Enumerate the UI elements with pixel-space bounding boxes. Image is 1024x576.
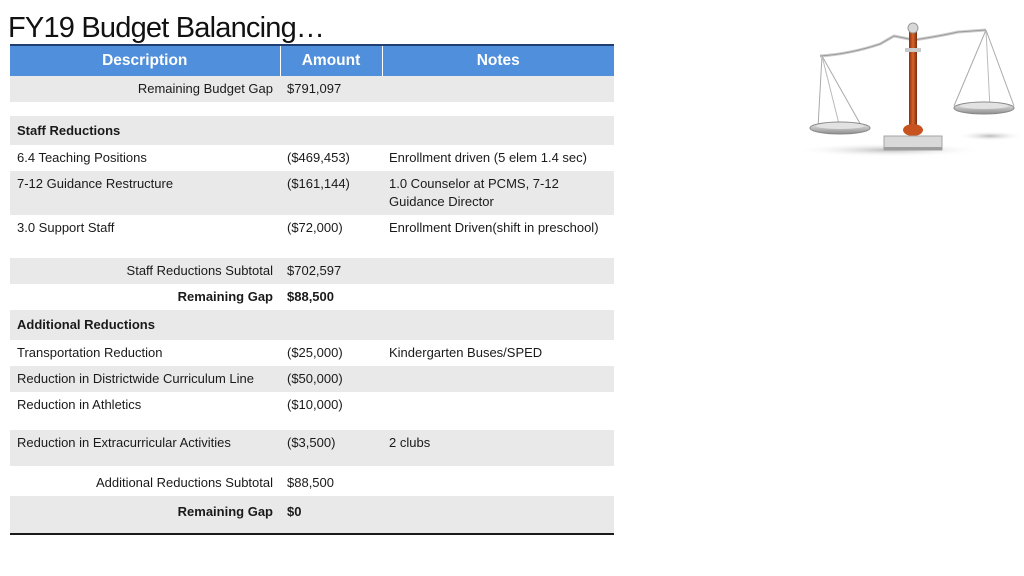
row-notes (382, 392, 614, 430)
row-description: 7-12 Guidance Restructure (17, 176, 174, 191)
header-amount: Amount (280, 45, 382, 76)
row-description: 3.0 Support Staff (17, 220, 115, 235)
remaining-budget-gap-row (10, 76, 614, 102)
table-row (10, 392, 614, 430)
header-description: Description (10, 45, 280, 76)
row-amount: ($25,000) (287, 345, 343, 360)
row-description: Reduction in Districtwide Curriculum Line (17, 371, 254, 386)
remaining-budget-gap-amount: $791,097 (287, 81, 342, 96)
staff-subtotal-label: Staff Reductions Subtotal (126, 263, 273, 278)
balance-scale-icon (790, 14, 1024, 160)
row-description: Reduction in Athletics (17, 397, 142, 412)
additional-subtotal-label: Additional Reductions Subtotal (95, 475, 273, 490)
row-description: Transportation Reduction (17, 345, 163, 360)
final-remaining-gap-label: Remaining Gap (10, 496, 280, 534)
table-row (10, 366, 614, 392)
final-remaining-gap-amount: $0 (280, 496, 382, 534)
remaining-gap-row (10, 496, 614, 534)
table-row (10, 430, 614, 466)
budget-table (10, 44, 614, 535)
remaining-budget-gap-label: Remaining Budget Gap (137, 81, 273, 96)
row-notes (382, 366, 614, 392)
slide-title: FY19 Budget Balancing… (8, 12, 325, 44)
row-notes: 1.0 Counselor at PCMS, 7-12 Guidance Director (389, 176, 559, 209)
row-amount: ($10,000) (287, 397, 343, 412)
row-notes: Kindergarten Buses/SPED (389, 345, 543, 360)
row-description: 6.4 Teaching Positions (17, 150, 147, 165)
row-amount: ($72,000) (287, 220, 343, 235)
staff-remaining-gap-label: Remaining Gap (177, 289, 273, 304)
additional-reductions-heading: Additional Reductions (17, 317, 155, 332)
staff-remaining-gap-amount: $88,500 (287, 289, 334, 304)
staff-subtotal-amount: $702,597 (287, 263, 342, 278)
row-amount: ($3,500) (287, 435, 336, 450)
row-notes: 2 clubs (389, 435, 431, 450)
section-heading-row (10, 116, 614, 145)
remaining-budget-gap-notes (382, 76, 614, 102)
table-row (10, 215, 614, 258)
remaining-gap-row (10, 284, 614, 310)
subtotal-row (10, 258, 614, 284)
row-description: Reduction in Extracurricular Activities (17, 435, 231, 450)
spacer-row (10, 102, 614, 116)
row-notes: Enrollment Driven(shift in preschool) (389, 220, 599, 235)
row-amount: ($50,000) (287, 371, 343, 386)
row-amount: ($161,144) (287, 176, 350, 191)
staff-reductions-heading: Staff Reductions (17, 123, 121, 138)
table-row (10, 340, 614, 366)
table-row (10, 145, 614, 171)
subtotal-row (10, 466, 614, 496)
table-row (10, 171, 614, 215)
row-notes: Enrollment driven (5 elem 1.4 sec) (389, 150, 587, 165)
budget-table-container (10, 44, 614, 535)
table-header-row (10, 45, 614, 76)
section-heading-row (10, 310, 614, 340)
header-notes: Notes (476, 52, 520, 69)
row-amount: ($469,453) (287, 150, 350, 165)
additional-subtotal-amount: $88,500 (287, 475, 334, 490)
